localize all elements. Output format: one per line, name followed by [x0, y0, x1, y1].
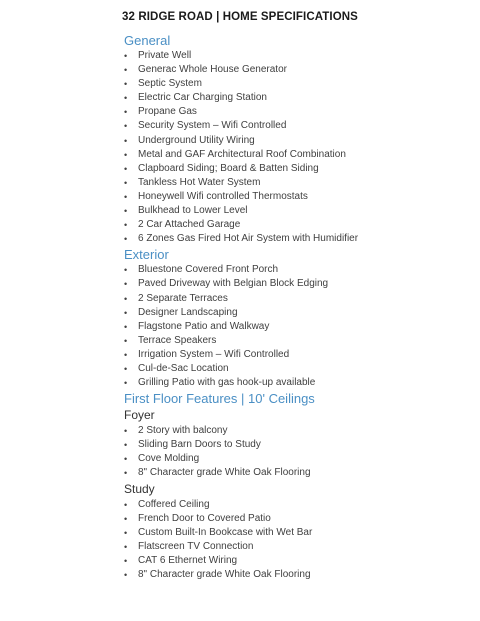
list-item	[124, 91, 464, 105]
bullet-icon: •	[124, 440, 128, 451]
general-list	[124, 49, 464, 246]
list-item-text: Security System – Wifi Controlled	[138, 120, 287, 132]
bullet-icon: •	[124, 513, 128, 524]
list-item	[124, 438, 464, 452]
list-item	[124, 334, 464, 348]
bullet-icon: •	[124, 555, 128, 566]
list-item	[124, 190, 464, 204]
list-item	[124, 105, 464, 119]
section-heading-first-floor: First Floor Features | 10' Ceilings	[124, 391, 315, 407]
bullet-icon: •	[124, 527, 128, 538]
list-item-text: Underground Utility Wiring	[138, 134, 255, 146]
list-item-text: Terrace Speakers	[138, 334, 217, 346]
bullet-icon: •	[124, 279, 128, 290]
list-item-text: Cove Molding	[138, 453, 200, 465]
bullet-icon: •	[124, 468, 128, 479]
bullet-icon: •	[124, 426, 128, 437]
list-item-text: Electric Car Charging Station	[138, 92, 267, 104]
list-item	[124, 176, 464, 190]
list-item	[124, 63, 464, 77]
list-item-text: Flagstone Patio and Walkway	[138, 320, 270, 332]
bullet-icon: •	[124, 51, 128, 61]
list-item-text: 2 Story with balcony	[138, 425, 228, 437]
bullet-icon: •	[124, 149, 128, 160]
bullet-icon: •	[124, 177, 128, 188]
list-item-text: Coffered Ceiling	[138, 498, 210, 510]
list-item	[124, 424, 464, 438]
list-item	[124, 292, 464, 306]
list-item-text: 6 Zones Gas Fired Hot Air System with Humidifier	[138, 233, 359, 245]
bullet-icon: •	[124, 307, 128, 318]
list-item-text: Private Well	[138, 50, 192, 61]
list-item	[124, 526, 464, 540]
bullet-icon: •	[124, 65, 128, 76]
bullet-icon: •	[124, 265, 128, 276]
list-item-text: 2 Car Attached Garage	[138, 219, 241, 231]
list-item	[124, 277, 464, 291]
list-item	[124, 119, 464, 133]
list-item-text: Metal and GAF Architectural Roof Combination	[138, 148, 346, 160]
list-item-text: CAT 6 Ethernet Wiring	[138, 554, 238, 566]
list-item-text: 8" Character grade White Oak Flooring	[138, 467, 311, 479]
bullet-icon: •	[124, 234, 128, 245]
list-item	[124, 162, 464, 176]
list-item	[124, 452, 464, 466]
study-list	[124, 498, 464, 583]
bullet-icon: •	[124, 107, 128, 118]
list-item	[124, 554, 464, 568]
list-item-text: Tankless Hot Water System	[138, 176, 261, 188]
list-item	[124, 376, 464, 390]
page-title: 32 RIDGE ROAD | HOME SPECIFICATIONS	[122, 11, 358, 23]
list-item	[124, 512, 464, 526]
sub-heading-foyer: Foyer	[124, 408, 155, 423]
bullet-icon: •	[124, 335, 128, 346]
list-item-text: Clapboard Siding; Board & Batten Siding	[138, 162, 319, 174]
list-item	[124, 134, 464, 148]
bullet-icon: •	[124, 378, 128, 389]
list-item-text: Septic System	[138, 78, 202, 90]
bullet-icon: •	[124, 541, 128, 552]
bullet-icon: •	[124, 206, 128, 217]
list-item	[124, 498, 464, 512]
bullet-icon: •	[124, 191, 128, 202]
list-item	[124, 568, 464, 582]
list-item	[124, 204, 464, 218]
bullet-icon: •	[124, 79, 128, 90]
list-item-text: Honeywell Wifi controlled Thermostats	[138, 190, 308, 202]
list-item	[124, 148, 464, 162]
list-item-text: Bulkhead to Lower Level	[138, 205, 248, 217]
list-item-text: Sliding Barn Doors to Study	[138, 439, 261, 451]
bullet-icon: •	[124, 499, 128, 510]
list-item-text: Designer Landscaping	[138, 306, 238, 318]
list-item-text: French Door to Covered Patio	[138, 512, 271, 524]
list-item	[124, 77, 464, 91]
list-item	[124, 320, 464, 334]
bullet-icon: •	[124, 454, 128, 465]
sub-heading-study: Study	[124, 481, 155, 496]
bullet-icon: •	[124, 363, 128, 374]
list-item-text: Paved Driveway with Belgian Block Edging	[138, 278, 329, 290]
bullet-icon: •	[124, 135, 128, 146]
list-item	[124, 362, 464, 376]
bullet-icon: •	[124, 349, 128, 360]
list-item	[124, 232, 464, 246]
list-item-text: 2 Separate Terraces	[138, 292, 228, 304]
foyer-list	[124, 424, 464, 480]
list-item-text: Bluestone Covered Front Porch	[138, 264, 279, 276]
list-item-text: Custom Built-In Bookcase with Wet Bar	[138, 526, 313, 538]
list-item-text: Propane Gas	[138, 106, 197, 118]
bullet-icon: •	[124, 293, 128, 304]
bullet-icon: •	[124, 570, 128, 580]
bullet-icon: •	[124, 93, 128, 104]
list-item-text: Grilling Patio with gas hook-up available	[138, 377, 316, 389]
list-item	[124, 306, 464, 320]
list-item-text: Flatscreen TV Connection	[138, 540, 254, 552]
list-item-text: Irrigation System – Wifi Controlled	[138, 348, 290, 360]
bullet-icon: •	[124, 121, 128, 132]
specifications-content	[124, 32, 464, 582]
bullet-icon: •	[124, 321, 128, 332]
section-heading-general: General	[124, 33, 171, 48]
list-item	[124, 540, 464, 554]
list-item	[124, 49, 464, 63]
list-item-text: Generac Whole House Generator	[138, 64, 287, 76]
list-item	[124, 263, 464, 277]
list-item-text: Cul-de-Sac Location	[138, 362, 229, 374]
list-item	[124, 348, 464, 362]
exterior-list	[124, 263, 464, 390]
bullet-icon: •	[124, 220, 128, 231]
list-item	[124, 218, 464, 232]
list-item-text: 8" Character grade White Oak Flooring	[138, 569, 311, 580]
section-heading-exterior: Exterior	[124, 247, 169, 263]
list-item	[124, 466, 464, 480]
bullet-icon: •	[124, 163, 128, 174]
